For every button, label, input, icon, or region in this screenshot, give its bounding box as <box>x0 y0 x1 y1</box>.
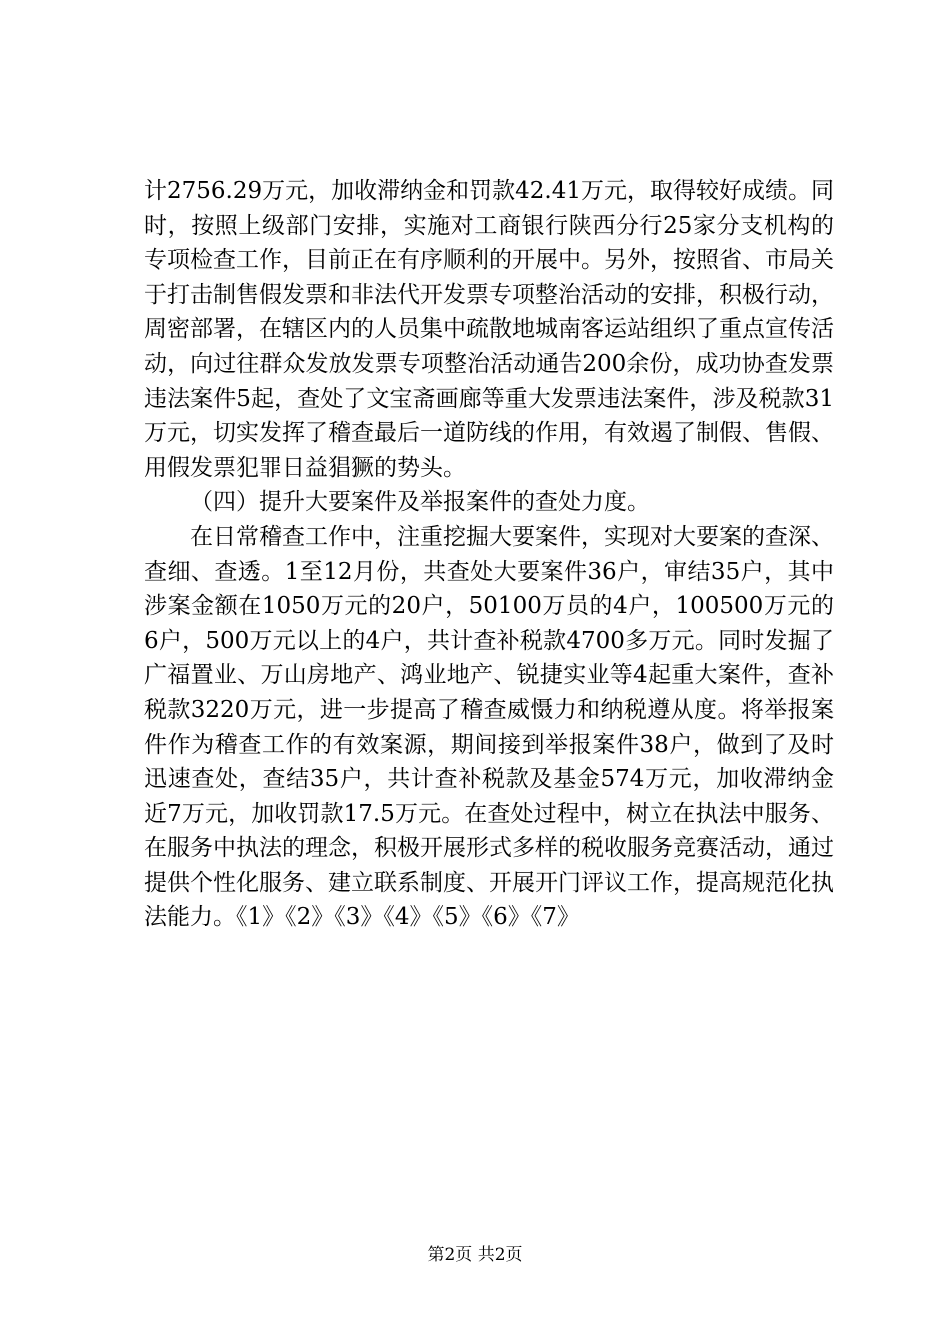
paragraph-continuation: 计2756.29万元，加收滞纳金和罚款42.41万元，取得较好成绩。同时，按照上级部门安排，实施对工商银行陕西分行25家分支机构的专项检查工作，目前正在有序顺利的开展中。另外，按照省、市局关于打击制售假发票和非法代开发票专项整治活动的安排，积极行动，周密部署，在辖区内的人员集中疏散地城南客运站组织了重点宣传活动，向过往群众发放发票专项整治活动通告200余份，成功协查发票违法案件5起，查处了文宝斋画廊等重大发票违法案件，涉及税款31万元，切实发挥了稽查最后一道防线的作用，有效遏了制假、售假、用假发票犯罪日益猖獗的势头。 <box>144 178 834 481</box>
page-footer: 第2页 共2页 <box>427 1245 523 1265</box>
document-body <box>144 174 834 935</box>
paragraph-major-cases: 在日常稽查工作中，注重挖掘大要案件，实现对大要案的查深、查细、查透。1至12月份，共查处大要案件36户，审结35户，其中涉案金额在1050万元的20户，50100万员的4户，100500万元的6户，500万元以上的4户，共计查补税款4700多万元。同时发掘了广福置业、万山房地产、鸿业地产、锐捷实业等4起重大案件，查补税款3220万元，进一步提高了稽查威慑力和纳税遵从度。将举报案件作为稽查工作的有效案源，期间接到举报案件38户，做到了及时迅速查处，查结35户，共计查补税款及基金574万元，加收滞纳金近7万元，加收罚款17.5万元。在查处过程中，树立在执法中服务、在服务中执法的理念，积极开展形式多样的税收服务竞赛活动，通过提供个性化服务、建立联系制度、开展开门评议工作，提高规范化执法能力。《1》《2》《3》《4》《5》《6》《7》 <box>144 523 834 931</box>
section-heading: （四）提升大要案件及举报案件的查处力度。 <box>190 489 650 516</box>
